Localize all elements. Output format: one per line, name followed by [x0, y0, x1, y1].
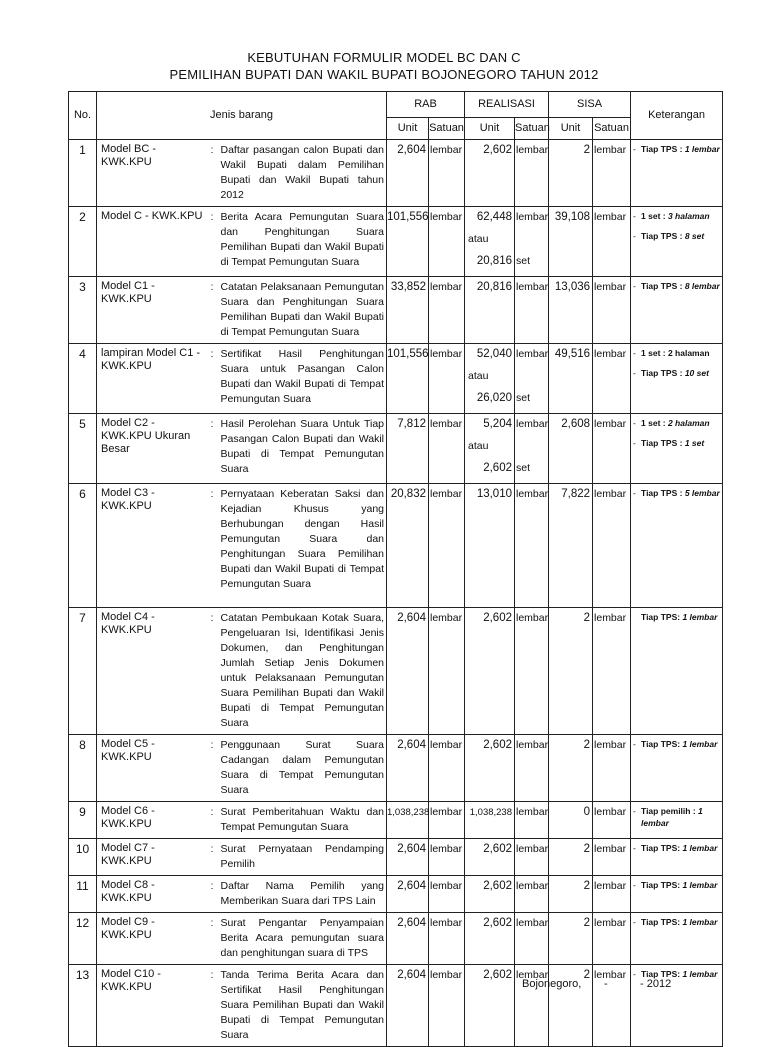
- item-description: [211, 839, 387, 876]
- rab-unit: 2,604: [387, 735, 429, 802]
- sisa-unit: 13,036: [549, 277, 593, 344]
- sisa-unit: 2: [549, 965, 593, 1047]
- realisasi-satuan-line: lembar: [516, 969, 549, 981]
- rab-satuan: lembar: [429, 876, 465, 913]
- sisa-satuan: lembar: [593, 839, 631, 876]
- realisasi-satuan-line: lembar: [516, 488, 549, 500]
- row-number: 1: [69, 140, 97, 207]
- model-name: Model C8 - KWK.KPU: [97, 876, 211, 913]
- realisasi-satuan-line: lembar: [516, 144, 549, 156]
- model-name: Model C - KWK.KPU: [97, 207, 211, 277]
- realisasi-unit-line: 2,602: [483, 144, 512, 156]
- rab-unit: 2,604: [387, 608, 429, 735]
- sisa-unit: 2: [549, 140, 593, 207]
- realisasi-satuan-line: lembar: [516, 612, 549, 624]
- document-title: KEBUTUHAN FORMULIR MODEL BC DAN C: [247, 50, 521, 65]
- table-row: [69, 913, 723, 965]
- keterangan-text: Tiap TPS:: [641, 843, 683, 853]
- keterangan-dash: -: [633, 438, 636, 448]
- sisa-satuan: lembar: [593, 414, 631, 484]
- realisasi-satuan-line: lembar: [516, 281, 549, 293]
- model-name: Model C1 - KWK.KPU: [97, 277, 211, 344]
- rab-unit: 1,038,238: [387, 802, 429, 839]
- realisasi-satuan-line: lembar: [516, 348, 549, 360]
- model-name: Model BC - KWK.KPU: [97, 140, 211, 207]
- footer-year: - 2012: [640, 978, 672, 990]
- keterangan-value: 1 lembar: [682, 880, 718, 890]
- header-no: No.: [69, 92, 97, 140]
- rab-satuan: lembar: [429, 735, 465, 802]
- realisasi-unit-line: 20,816: [476, 255, 512, 267]
- table-row: [69, 965, 723, 1047]
- rab-unit: 2,604: [387, 140, 429, 207]
- keterangan-line: [633, 367, 720, 379]
- keterangan-value: 1 lembar: [641, 806, 703, 828]
- keterangan-value: 1 lembar: [682, 739, 718, 749]
- colon: :: [210, 843, 214, 855]
- item-description: [211, 608, 387, 735]
- rab-unit: 20,832: [387, 484, 429, 608]
- description-text: Hasil Perolehan Suara Untuk Tiap Pasangan Calon Bupati dan Wakil Bupati di Tempat Pemungutan Suara: [220, 418, 384, 475]
- row-number: 4: [69, 344, 97, 414]
- header-rab-unit: Unit: [387, 118, 429, 140]
- sisa-unit: 7,822: [549, 484, 593, 608]
- realisasi-satuan-line: lembar: [516, 880, 549, 892]
- rab-unit: 101,556: [387, 207, 429, 277]
- row-number: 9: [69, 802, 97, 839]
- header-sisa-unit: Unit: [549, 118, 593, 140]
- keterangan-text: 1 set : 2 halaman: [641, 348, 710, 358]
- colon: :: [210, 418, 214, 430]
- keterangan-text: Tiap TPS :: [641, 231, 685, 241]
- rab-satuan: lembar: [429, 484, 465, 608]
- sisa-unit: 2: [549, 735, 593, 802]
- realisasi-unit-line: 20,816: [476, 281, 512, 293]
- rab-unit: 101,556: [387, 344, 429, 414]
- keterangan-line: [633, 280, 720, 292]
- rab-satuan: lembar: [429, 140, 465, 207]
- realisasi-unit-line: 26,020: [476, 392, 512, 404]
- model-name: Model C10 - KWK.KPU: [97, 965, 211, 1047]
- header-real-unit: Unit: [465, 118, 515, 140]
- table-row: [69, 608, 723, 735]
- realisasi-satuan: [515, 277, 549, 344]
- realisasi-satuan: [515, 965, 549, 1047]
- realisasi-satuan: [515, 207, 549, 277]
- keterangan-line: [633, 437, 720, 449]
- realisasi-unit-line: 5,204: [483, 418, 512, 430]
- colon: :: [210, 612, 214, 624]
- item-description: [211, 484, 387, 608]
- footer-place: Bojonegoro,: [522, 978, 582, 990]
- sisa-unit: 2: [549, 913, 593, 965]
- keterangan-line: [633, 417, 720, 429]
- realisasi-unit: [465, 608, 515, 735]
- sisa-unit: 39,108: [549, 207, 593, 277]
- keterangan-line: [633, 143, 720, 155]
- table-body: [69, 140, 723, 1047]
- rab-unit: 33,852: [387, 277, 429, 344]
- keterangan-value: 1 set: [684, 438, 705, 448]
- table-row: [69, 839, 723, 876]
- realisasi-satuan: [515, 913, 549, 965]
- table-row: [69, 277, 723, 344]
- keterangan-line: [633, 879, 720, 891]
- header-realisasi: REALISASI: [465, 92, 549, 118]
- realisasi-unit-line: 2,602: [483, 880, 512, 892]
- realisasi-satuan: [515, 484, 549, 608]
- colon: :: [210, 348, 214, 360]
- realisasi-unit: [465, 207, 515, 277]
- realisasi-unit-line: atau: [468, 440, 489, 452]
- realisasi-unit-line: 62,448: [476, 211, 512, 223]
- sisa-satuan: lembar: [593, 876, 631, 913]
- keterangan-line: [633, 611, 720, 623]
- keterangan-text: Tiap TPS:: [641, 739, 683, 749]
- colon: :: [210, 488, 214, 500]
- realisasi-unit: [465, 484, 515, 608]
- description-text: Surat Pemberitahuan Waktu dan Tempat Pemungutan Suara: [220, 806, 384, 833]
- rab-unit: 2,604: [387, 965, 429, 1047]
- sisa-unit: 0: [549, 802, 593, 839]
- table-row: [69, 802, 723, 839]
- model-name: Model C3 - KWK.KPU: [97, 484, 211, 608]
- realisasi-unit-line: 2,602: [483, 969, 512, 981]
- row-number: 12: [69, 913, 97, 965]
- keterangan-dash: -: [633, 348, 636, 358]
- keterangan: [631, 344, 723, 414]
- keterangan-text: Tiap TPS :: [641, 438, 685, 448]
- item-description: [211, 414, 387, 484]
- keterangan-dash: -: [633, 739, 636, 749]
- keterangan-value: 10 set: [684, 368, 709, 378]
- item-description: [211, 802, 387, 839]
- keterangan-value: 5 lembar: [684, 488, 720, 498]
- realisasi-satuan-line: lembar: [516, 739, 549, 751]
- item-description: [211, 140, 387, 207]
- keterangan-value: 1 lembar: [682, 612, 718, 622]
- realisasi-unit-line: 2,602: [483, 462, 512, 474]
- realisasi-satuan-line: lembar: [516, 843, 549, 855]
- description-text: Daftar pasangan calon Bupati dan Wakil Bupati dalam Pemilihan Bupati dan Wakil Bupati tahun 2012: [220, 144, 384, 201]
- keterangan-dash: -: [633, 880, 636, 890]
- keterangan-text: Tiap TPS:: [641, 880, 683, 890]
- rab-satuan: lembar: [429, 839, 465, 876]
- realisasi-satuan: [515, 414, 549, 484]
- keterangan-line: [633, 210, 720, 222]
- keterangan-line: [633, 842, 720, 854]
- realisasi-unit-line: atau: [468, 370, 489, 382]
- header-rab-satuan: Satuan: [429, 118, 465, 140]
- sisa-unit: 2: [549, 876, 593, 913]
- item-description: [211, 913, 387, 965]
- realisasi-satuan-line: [516, 232, 548, 254]
- realisasi-unit: [465, 802, 515, 839]
- keterangan-text: 1 set :: [641, 211, 668, 221]
- rab-satuan: lembar: [429, 277, 465, 344]
- rab-satuan: lembar: [429, 344, 465, 414]
- keterangan-dash: -: [633, 231, 636, 241]
- realisasi-unit: [465, 344, 515, 414]
- table-row: [69, 344, 723, 414]
- colon: :: [210, 880, 214, 892]
- realisasi-unit: [465, 277, 515, 344]
- keterangan: [631, 735, 723, 802]
- sisa-satuan: lembar: [593, 140, 631, 207]
- realisasi-satuan-line: set: [516, 255, 531, 267]
- table-row: [69, 484, 723, 608]
- description-text: Surat Pernyataan Pendamping Pemilih: [220, 843, 384, 870]
- keterangan-line: [633, 805, 720, 829]
- sisa-satuan: lembar: [593, 913, 631, 965]
- keterangan: [631, 965, 723, 1047]
- realisasi-unit: [465, 839, 515, 876]
- row-number: 8: [69, 735, 97, 802]
- realisasi-satuan: [515, 608, 549, 735]
- keterangan-text: Tiap TPS :: [641, 281, 685, 291]
- row-number: 13: [69, 965, 97, 1047]
- sisa-satuan: lembar: [593, 277, 631, 344]
- description-text: Tanda Terima Berita Acara dan Sertifikat Hasil Penghitungan Suara Pemilihan Bupati dan Wakil Bupati di Tempat Pemungutan Suara: [220, 969, 384, 1041]
- keterangan: [631, 608, 723, 735]
- table-row: [69, 414, 723, 484]
- realisasi-unit: [465, 913, 515, 965]
- keterangan-text: Tiap TPS:: [641, 969, 683, 979]
- row-number: 7: [69, 608, 97, 735]
- item-description: [211, 277, 387, 344]
- sisa-unit: 49,516: [549, 344, 593, 414]
- realisasi-satuan-line: [516, 369, 548, 391]
- realisasi-satuan: [515, 876, 549, 913]
- model-name: Model C6 - KWK.KPU: [97, 802, 211, 839]
- realisasi-satuan-line: [516, 439, 548, 461]
- keterangan-line: [633, 347, 720, 359]
- description-text: Berita Acara Pemungutan Suara dan Penghitungan Suara Pemilihan Bupati dan Wakil Bupati di Tempat Pemungutan Suara: [220, 211, 384, 268]
- sisa-satuan: lembar: [593, 207, 631, 277]
- keterangan: [631, 839, 723, 876]
- keterangan-value: 3 halaman: [667, 211, 710, 221]
- keterangan-text: Tiap TPS :: [641, 368, 685, 378]
- keterangan-text: Tiap TPS :: [641, 488, 685, 498]
- rab-unit: 7,812: [387, 414, 429, 484]
- realisasi-satuan: [515, 839, 549, 876]
- rab-satuan: lembar: [429, 414, 465, 484]
- model-name: lampiran Model C1 - KWK.KPU: [97, 344, 211, 414]
- colon: :: [210, 739, 214, 751]
- realisasi-satuan-line: set: [516, 462, 531, 474]
- keterangan-text: Tiap TPS:: [641, 612, 683, 622]
- realisasi-satuan-line: set: [516, 392, 531, 404]
- keterangan-line: [633, 230, 720, 242]
- row-number: 3: [69, 277, 97, 344]
- description-text: Penggunaan Surat Suara Cadangan dalam Pemungutan Suara di Tempat Pemungutan Suara: [220, 739, 384, 796]
- keterangan-dash: -: [633, 418, 636, 428]
- sisa-satuan: lembar: [593, 608, 631, 735]
- realisasi-unit: [465, 876, 515, 913]
- table-row: [69, 140, 723, 207]
- keterangan: [631, 140, 723, 207]
- keterangan-value: 1 lembar: [682, 917, 718, 927]
- keterangan-text: Tiap TPS:: [641, 917, 683, 927]
- keterangan: [631, 802, 723, 839]
- keterangan-text: Tiap pemilih :: [641, 806, 699, 816]
- keterangan-dash: -: [633, 969, 636, 979]
- rab-satuan: lembar: [429, 965, 465, 1047]
- rab-satuan: lembar: [429, 913, 465, 965]
- sisa-satuan: lembar: [593, 802, 631, 839]
- realisasi-satuan: [515, 344, 549, 414]
- realisasi-unit: [465, 140, 515, 207]
- realisasi-unit-line: 2,602: [483, 739, 512, 751]
- keterangan-value: 1 lembar: [682, 969, 718, 979]
- keterangan-dash: -: [633, 144, 636, 154]
- keterangan-dash: -: [633, 211, 636, 221]
- row-number: 10: [69, 839, 97, 876]
- keterangan-text: Tiap TPS :: [641, 144, 685, 154]
- keterangan-value: 1 lembar: [682, 843, 718, 853]
- colon: :: [210, 806, 214, 818]
- description-text: Surat Pengantar Penyampaian Berita Acara pemungutan suara dan penghitungan suara di TPS: [220, 917, 384, 959]
- keterangan-dash: -: [633, 368, 636, 378]
- sisa-unit: 2: [549, 608, 593, 735]
- keterangan: [631, 913, 723, 965]
- sisa-satuan: lembar: [593, 735, 631, 802]
- realisasi-satuan-line: lembar: [516, 806, 549, 818]
- document-subtitle: PEMILIHAN BUPATI DAN WAKIL BUPATI BOJONEGORO TAHUN 2012: [169, 67, 599, 82]
- header-real-satuan: Satuan: [515, 118, 549, 140]
- colon: :: [210, 969, 214, 981]
- footer-dash: -: [604, 978, 608, 990]
- item-description: [211, 735, 387, 802]
- table-row: [69, 735, 723, 802]
- realisasi-unit-line: 1,038,238: [469, 807, 512, 818]
- keterangan: [631, 484, 723, 608]
- realisasi-satuan-line: lembar: [516, 418, 549, 430]
- keterangan-text: 1 set :: [641, 418, 668, 428]
- sisa-unit: 2,608: [549, 414, 593, 484]
- sisa-satuan: lembar: [593, 484, 631, 608]
- keterangan: [631, 876, 723, 913]
- header-jenis-barang: Jenis barang: [97, 92, 387, 140]
- keterangan: [631, 207, 723, 277]
- sisa-unit: 2: [549, 839, 593, 876]
- realisasi-satuan: [515, 735, 549, 802]
- row-number: 11: [69, 876, 97, 913]
- rab-satuan: lembar: [429, 802, 465, 839]
- description-text: Catatan Pembukaan Kotak Suara, Pengeluaran Isi, Identifikasi Jenis Dokumen, dan Penghitungan Jumlah Setiap Jenis Dokumen untuk Pelaksanaan Pemungutan Suara Pemilihan Bupati dan Wakil Bupati di Tempat Pemungutan Suara: [220, 612, 384, 729]
- header-sisa: SISA: [549, 92, 631, 118]
- item-description: [211, 876, 387, 913]
- header-keterangan: Keterangan: [631, 92, 723, 140]
- model-name: Model C9 - KWK.KPU: [97, 913, 211, 965]
- realisasi-unit-line: 13,010: [476, 488, 512, 500]
- model-name: Model C7 - KWK.KPU: [97, 839, 211, 876]
- keterangan-dash: -: [633, 843, 636, 853]
- rab-unit: 2,604: [387, 913, 429, 965]
- keterangan-dash: -: [633, 488, 636, 498]
- realisasi-unit: [465, 965, 515, 1047]
- colon: :: [210, 281, 214, 293]
- colon: :: [210, 211, 214, 223]
- sisa-satuan: lembar: [593, 344, 631, 414]
- item-description: [211, 207, 387, 277]
- description-text: Daftar Nama Pemilih yang Memberikan Suara dari TPS Lain: [220, 880, 384, 907]
- description-text: Pernyataan Keberatan Saksi dan Kejadian Khusus yang Berhubungan dengan Hasil Pemungutan Suara dan Penghitungan Suara Pemilihan Bupati dan Wakil Bupati di Tempat Pemungutan Suara: [220, 488, 384, 590]
- realisasi-unit-line: atau: [468, 233, 489, 245]
- colon: :: [210, 144, 214, 156]
- keterangan-line: [633, 916, 720, 928]
- header-rab: RAB: [387, 92, 465, 118]
- rab-unit: 2,604: [387, 876, 429, 913]
- realisasi-satuan: [515, 140, 549, 207]
- realisasi-satuan: [515, 802, 549, 839]
- keterangan-value: 1 lembar: [684, 144, 720, 154]
- rab-unit: 2,604: [387, 839, 429, 876]
- rab-satuan: lembar: [429, 608, 465, 735]
- description-text: Sertifikat Hasil Penghitungan Suara untuk Pasangan Calon Bupati dan Wakil Bupati di Tempat Pemungutan Suara: [220, 348, 384, 405]
- realisasi-unit: [465, 414, 515, 484]
- realisasi-unit-line: 2,602: [483, 843, 512, 855]
- row-number: 5: [69, 414, 97, 484]
- row-number: 2: [69, 207, 97, 277]
- realisasi-unit-line: 52,040: [476, 348, 512, 360]
- header-sisa-satuan: Satuan: [593, 118, 631, 140]
- sisa-satuan: lembar: [593, 965, 631, 1047]
- keterangan-dash: -: [633, 917, 636, 927]
- realisasi-unit-line: 2,602: [483, 917, 512, 929]
- keterangan-dash: [633, 611, 641, 623]
- keterangan-value: 2 halaman: [667, 418, 710, 428]
- colon: :: [210, 917, 214, 929]
- keterangan-dash: -: [633, 281, 636, 291]
- realisasi-unit: [465, 735, 515, 802]
- realisasi-satuan-line: lembar: [516, 917, 549, 929]
- forms-table: [68, 91, 723, 1047]
- keterangan-value: 8 set: [684, 231, 705, 241]
- model-name: Model C4 - KWK.KPU: [97, 608, 211, 735]
- model-name: Model C2 - KWK.KPU Ukuran Besar: [97, 414, 211, 484]
- keterangan: [631, 277, 723, 344]
- table-row: [69, 207, 723, 277]
- keterangan-value: 8 lembar: [684, 281, 720, 291]
- model-name: Model C5 - KWK.KPU: [97, 735, 211, 802]
- item-description: [211, 344, 387, 414]
- row-number: 6: [69, 484, 97, 608]
- table-row: [69, 876, 723, 913]
- item-description: [211, 965, 387, 1047]
- keterangan-line: [633, 487, 720, 499]
- rab-satuan: lembar: [429, 207, 465, 277]
- description-text: Catatan Pelaksanaan Pemungutan Suara dan Penghitungan Suara Pemilihan Bupati dan Wakil Bupati di Tempat Pemungutan Suara: [220, 281, 384, 338]
- realisasi-satuan-line: lembar: [516, 211, 549, 223]
- keterangan: [631, 414, 723, 484]
- keterangan-dash: -: [633, 806, 636, 816]
- realisasi-unit-line: 2,602: [483, 612, 512, 624]
- keterangan-line: [633, 738, 720, 750]
